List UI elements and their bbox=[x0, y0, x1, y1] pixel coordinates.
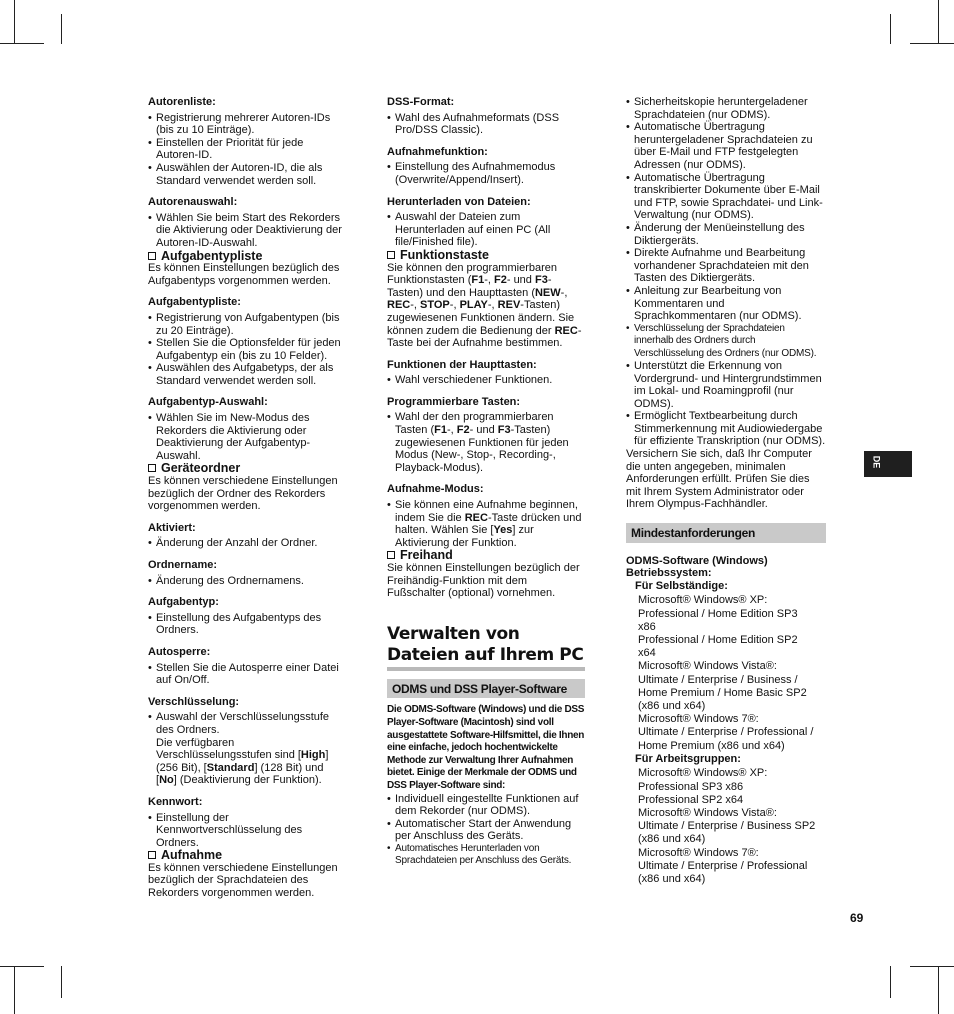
heading-haupttasten: Funktionen der Haupttasten: bbox=[387, 358, 537, 371]
section-intro: Es können verschiedene Einstellungen bezüglich der Ordner des Rekorders vorgenommen werden. bbox=[148, 475, 338, 513]
crop-mark bbox=[910, 43, 954, 44]
os-line: Microsoft® Windows 7®: bbox=[638, 846, 759, 859]
key-label: Yes bbox=[493, 524, 513, 537]
key-label: REV bbox=[497, 299, 521, 312]
text: Sie können eine Aufnahme beginnen, indem Sie die bbox=[395, 499, 578, 524]
crop-mark bbox=[0, 43, 44, 44]
text: -, bbox=[487, 299, 498, 312]
os-line: (x86 und x64) bbox=[638, 873, 706, 886]
key-label: Standard bbox=[206, 761, 255, 774]
text: ] (Deaktivierung der Funktion). bbox=[173, 774, 322, 787]
text: -, bbox=[484, 274, 494, 287]
heading-aufgabentyp-auswahl: Aufgabentyp-Auswahl: bbox=[148, 396, 268, 409]
checkbox-square-icon bbox=[148, 252, 156, 260]
list-autorenauswahl bbox=[148, 212, 346, 250]
list-item bbox=[148, 711, 346, 787]
text: Sie können den programmierbaren Funktionstasten ( bbox=[387, 261, 557, 287]
section-intro: Sie können Einstellungen bezüglich der Freihändig-Funktion mit dem Fußschalter (optional) vornehmen. bbox=[387, 562, 580, 600]
list-item bbox=[387, 499, 585, 549]
list-item: • Automatische Übertragung transkribierter Dokumente über E-Mail und FTP, sowie Sprachdatei- und Link-Verwaltung (nur ODMS). bbox=[626, 172, 826, 222]
checkbox-square-icon bbox=[387, 551, 395, 559]
key-label: STOP bbox=[420, 299, 450, 312]
list-item: • Auswahl der Dateien zum Herunterladen auf einen PC (All file/Finished file). bbox=[387, 211, 585, 249]
os-line: Microsoft® Windows Vista®: bbox=[638, 660, 777, 673]
section-band-odms: ODMS und DSS Player-Software bbox=[387, 679, 585, 699]
os-line: Ultimate / Enterprise / Business / bbox=[638, 673, 798, 686]
list-ordnername bbox=[148, 575, 346, 588]
crop-mark bbox=[938, 966, 939, 1014]
heading-dss-format: DSS-Format: bbox=[387, 96, 455, 108]
os-line: Professional SP3 x86 bbox=[638, 780, 744, 793]
text: Wahl der den programmierbaren Tasten ( bbox=[395, 411, 554, 437]
crop-mark bbox=[14, 966, 15, 1014]
key-label: F3 bbox=[534, 274, 548, 287]
os-line: Professional / Home Edition SP3 bbox=[638, 607, 798, 620]
list-item: • Einstellung des Aufnahmemodus (Overwrite/Append/Insert). bbox=[387, 161, 585, 186]
text: ] (256 Bit), [ bbox=[156, 749, 329, 774]
list-autosperre bbox=[148, 662, 346, 687]
key-label: PLAY bbox=[459, 299, 488, 312]
text: -Tasten) zugewiesenen Funktionen ändern. Sie können zudem die Bedienung der bbox=[387, 299, 575, 337]
os-line: Microsoft® Windows® XP: bbox=[638, 594, 768, 607]
section-title: Aufgabentypliste bbox=[161, 248, 263, 263]
list-item: • Stellen Sie die Autosperre einer Datei auf On/Off. bbox=[148, 662, 346, 687]
key-label: REC bbox=[464, 511, 488, 524]
text: -Taste bei der Aufnahme bestimmen. bbox=[387, 324, 582, 350]
list-item: • Anleitung zur Bearbeitung von Kommentaren und Sprachkommentaren (nur ODMS). bbox=[626, 285, 826, 323]
os-line: (x86 und x64) bbox=[638, 700, 706, 713]
list-aufgabentypliste bbox=[148, 312, 346, 388]
intro-bold-paragraph: Die ODMS-Software (Windows) und die DSS Player-Software (Macintosh) sind voll ausgestattete Software-Hilfsmittel, die Ihnen eine einfache, jedoch hochentwickelte Methode zur Verwaltung Ihrer Aufnahmen bietet. Einige der Merkmale der ODMS und DSS Player-Software sind: bbox=[387, 704, 585, 791]
text: - und bbox=[469, 424, 498, 437]
key-label: High bbox=[300, 749, 326, 762]
language-code: DE bbox=[871, 455, 882, 469]
list-item: • Registrierung mehrerer Autoren-IDs (bis zu 10 Einträge). bbox=[148, 112, 346, 137]
section-intro bbox=[387, 262, 585, 350]
requirements-note: Versichern Sie sich, daß Ihr Computer die unten angegeben, minimalen Anforderungen erfüllt. Prüfen Sie dies mit Ihrem System Administrator oder Ihrem Olympus-Fachhändler. bbox=[626, 448, 812, 511]
page-title: Verwalten von Dateien auf Ihrem PC bbox=[387, 624, 585, 671]
list-item: • Wählen Sie beim Start des Rekorders die Aktivierung oder Deaktivierung der Autoren-ID-Auswahl. bbox=[148, 212, 346, 250]
section-freihand bbox=[387, 549, 585, 562]
section-intro: Es können Einstellungen bezüglich des Aufgabentyps vorgenommen werden. bbox=[148, 262, 340, 287]
page-number: 69 bbox=[850, 911, 864, 925]
text: Die verfügbaren Verschlüsselungsstufen sind [ bbox=[156, 736, 301, 762]
text: ] (128 Bit) und [ bbox=[156, 761, 324, 787]
list-aktiviert bbox=[148, 537, 346, 550]
key-label: F2 bbox=[456, 424, 470, 437]
list-item: • Automatisches Herunterladen von Sprachdateien per Anschluss des Geräts. bbox=[387, 843, 585, 868]
text: -, bbox=[560, 286, 568, 299]
heading-autorenauswahl: Autorenauswahl: bbox=[148, 196, 238, 209]
list-item: • Registrierung von Aufgabentypen (bis zu 20 Einträge). bbox=[148, 312, 346, 337]
os-line: Microsoft® Windows® XP: bbox=[638, 767, 768, 780]
heading-programmierbare-tasten: Programmierbare Tasten: bbox=[387, 395, 521, 408]
heading-kennwort: Kennwort: bbox=[148, 795, 203, 808]
heading-aufnahme-modus: Aufnahme-Modus: bbox=[387, 483, 484, 496]
key-label: F1 bbox=[434, 424, 447, 437]
os-line: Home Premium / Home Basic SP2 bbox=[638, 686, 807, 699]
list-haupttasten bbox=[387, 374, 585, 387]
column-left bbox=[148, 96, 346, 900]
list-item: • Änderung des Ordnernamens. bbox=[148, 575, 346, 588]
os-line: Microsoft® Windows 7®: bbox=[638, 713, 759, 726]
heading-betriebssystem: Betriebssystem: bbox=[626, 567, 712, 580]
section-title: Geräteordner bbox=[161, 461, 241, 476]
crop-mark bbox=[14, 0, 15, 44]
text: -, bbox=[446, 424, 457, 437]
list-verschluesselung bbox=[148, 711, 346, 787]
list-item: • Änderung der Menüeinstellung des Diktiergeräts. bbox=[626, 222, 826, 247]
list-item: • Änderung der Anzahl der Ordner. bbox=[148, 537, 346, 550]
list-features-continued bbox=[626, 96, 826, 448]
list-item: • Wahl verschiedener Funktionen. bbox=[387, 374, 585, 387]
heading-aufgabentypliste: Aufgabentypliste: bbox=[148, 296, 241, 309]
heading-ordnername: Ordnername: bbox=[148, 559, 218, 571]
text: -Taste drücken und halten. Wählen Sie [ bbox=[395, 511, 582, 537]
key-label: NEW bbox=[534, 286, 561, 299]
crop-mark bbox=[890, 14, 891, 44]
crop-mark bbox=[938, 0, 939, 44]
os-line: Professional SP2 x64 bbox=[638, 793, 744, 806]
key-label: No bbox=[159, 774, 174, 787]
crop-mark bbox=[0, 966, 44, 967]
section-funktionstaste bbox=[387, 249, 585, 262]
os-line: Ultimate / Enterprise / Business SP2 bbox=[638, 820, 816, 833]
os-line: Professional / Home Edition SP2 bbox=[638, 634, 798, 647]
os-line: Microsoft® Windows Vista®: bbox=[638, 807, 777, 820]
heading-autosperre: Autosperre: bbox=[148, 645, 211, 658]
column-middle bbox=[387, 96, 585, 868]
heading-aufgabentyp: Aufgabentyp: bbox=[148, 596, 219, 609]
text: - und bbox=[506, 274, 535, 287]
list-item: • Direkte Aufnahme und Bearbeitung vorhandener Sprachdateien mit den Tasten des Diktiergeräts. bbox=[626, 247, 826, 285]
os-line: Ultimate / Enterprise / Professional / bbox=[638, 726, 814, 739]
list-item: • Wählen Sie im New-Modus des Rekorders die Aktivierung oder Deaktivierung der Aufgabentyp-Auswahl. bbox=[148, 412, 346, 462]
section-title: Aufnahme bbox=[161, 848, 223, 863]
section-band-requirements: Mindestanforderungen bbox=[626, 523, 826, 543]
section-title: Freihand bbox=[400, 548, 453, 563]
crop-mark bbox=[61, 14, 62, 44]
list-item: • Auswählen der Autoren-ID, die als Standard verwendet werden soll. bbox=[148, 162, 346, 187]
text: -Tasten) und den Haupttasten ( bbox=[387, 274, 552, 299]
heading-arbeitsgruppen: Für Arbeitsgruppen: bbox=[635, 752, 741, 765]
section-title: Funktionstaste bbox=[400, 247, 489, 262]
text: ] zur Aktivierung der Funktion. bbox=[395, 524, 534, 549]
heading-selbstaendige: Für Selbständige: bbox=[635, 579, 728, 592]
crop-mark bbox=[910, 966, 954, 967]
heading-herunterladen: Herunterladen von Dateien: bbox=[387, 195, 531, 208]
column-right bbox=[626, 96, 826, 886]
heading-autorenliste: Autorenliste: bbox=[148, 96, 216, 108]
list-item: • Ermöglicht Textbearbeitung durch Stimmerkennung mit Audiowiedergabe für effiziente Transkription (nur ODMS). bbox=[626, 410, 826, 448]
list-item: • Individuell eingestellte Funktionen auf dem Rekorder (nur ODMS). bbox=[387, 793, 585, 818]
heading-aktiviert: Aktiviert: bbox=[148, 521, 196, 534]
os-list-arbeitsgruppen bbox=[626, 767, 826, 886]
list-aufgabentyp-auswahl bbox=[148, 412, 346, 462]
list-item: • Automatischer Start der Anwendung per Anschluss des Geräts. bbox=[387, 818, 585, 843]
heading-odms-software: ODMS-Software (Windows) bbox=[626, 554, 768, 567]
list-item: • Wahl des Aufnahmeformats (DSS Pro/DSS Classic). bbox=[387, 112, 585, 137]
key-label: REC bbox=[554, 324, 578, 337]
text: -Tasten) zugewiesenen Funktionen für jeden Modus (New-, Stop-, Recording-, Playback-Modus). bbox=[395, 424, 569, 474]
list-programmierbare-tasten bbox=[387, 411, 585, 474]
section-geraeteordner bbox=[148, 462, 346, 475]
key-label: REC bbox=[387, 299, 411, 312]
checkbox-square-icon bbox=[387, 251, 395, 259]
list-autorenliste bbox=[148, 112, 346, 188]
os-line: Home Premium (x86 und x64) bbox=[638, 739, 785, 752]
heading-aufnahmefunktion: Aufnahmefunktion: bbox=[387, 145, 488, 158]
list-item: • Einstellen der Priorität für jede Autoren-ID. bbox=[148, 137, 346, 162]
list-item: • Auswählen des Aufgabetyps, der als Standard verwendet werden soll. bbox=[148, 362, 346, 387]
list-kennwort bbox=[148, 812, 346, 850]
text: -, bbox=[449, 299, 460, 312]
list-item: • Sicherheitskopie heruntergeladener Sprachdateien (nur ODMS). bbox=[626, 96, 826, 121]
crop-mark bbox=[61, 966, 62, 998]
checkbox-square-icon bbox=[148, 464, 156, 472]
key-label: F2 bbox=[494, 274, 507, 287]
list-dss-format bbox=[387, 112, 585, 137]
language-side-tab bbox=[864, 451, 912, 477]
key-label: F3 bbox=[497, 424, 511, 437]
os-line: Ultimate / Enterprise / Professional bbox=[638, 859, 808, 872]
list-herunterladen bbox=[387, 211, 585, 249]
list-item: • Unterstützt die Erkennung von Vordergrund- und Hintergrundstimmen im Lokal- und Roamingprofil (nur ODMS). bbox=[626, 360, 826, 410]
os-line: x86 bbox=[638, 620, 656, 633]
list-aufnahmefunktion bbox=[387, 161, 585, 186]
list-item: • Einstellung des Aufgabentyps des Ordners. bbox=[148, 612, 346, 637]
key-label: F1 bbox=[471, 274, 485, 287]
section-intro: Es können verschiedene Einstellungen bezüglich der Sprachdateien des Rekorders vorgenommen werden. bbox=[148, 861, 338, 900]
checkbox-square-icon bbox=[148, 851, 156, 859]
os-line: (x86 und x64) bbox=[638, 833, 706, 846]
text: Auswahl der Verschlüsselungsstufe des Ordners. bbox=[156, 711, 330, 736]
section-aufgabentypliste bbox=[148, 250, 346, 263]
list-aufgabentyp bbox=[148, 612, 346, 637]
list-item: • Automatische Übertragung heruntergeladener Sprachdateien zu über E-Mail und FTP festgelegten Adressen (nur ODMS). bbox=[626, 121, 826, 171]
os-list-selbstaendige bbox=[626, 594, 826, 752]
section-aufnahme bbox=[148, 849, 346, 862]
list-aufnahme-modus bbox=[387, 499, 585, 549]
crop-mark bbox=[890, 966, 891, 998]
os-line: x64 bbox=[638, 647, 656, 660]
list-item: • Einstellung der Kennwortverschlüsselung des Ordners. bbox=[148, 812, 346, 850]
list-features bbox=[387, 793, 585, 868]
list-item: • Stellen Sie die Optionsfelder für jeden Aufgabentyp ein (bis zu 10 Felder). bbox=[148, 337, 346, 362]
list-item: • Verschlüsselung der Sprachdateien innerhalb des Ordners durch Verschlüsselung des Ordners (nur ODMS). bbox=[626, 323, 826, 360]
list-item bbox=[387, 411, 585, 474]
text: -, bbox=[410, 299, 421, 312]
heading-verschluesselung: Verschlüsselung: bbox=[148, 695, 240, 708]
